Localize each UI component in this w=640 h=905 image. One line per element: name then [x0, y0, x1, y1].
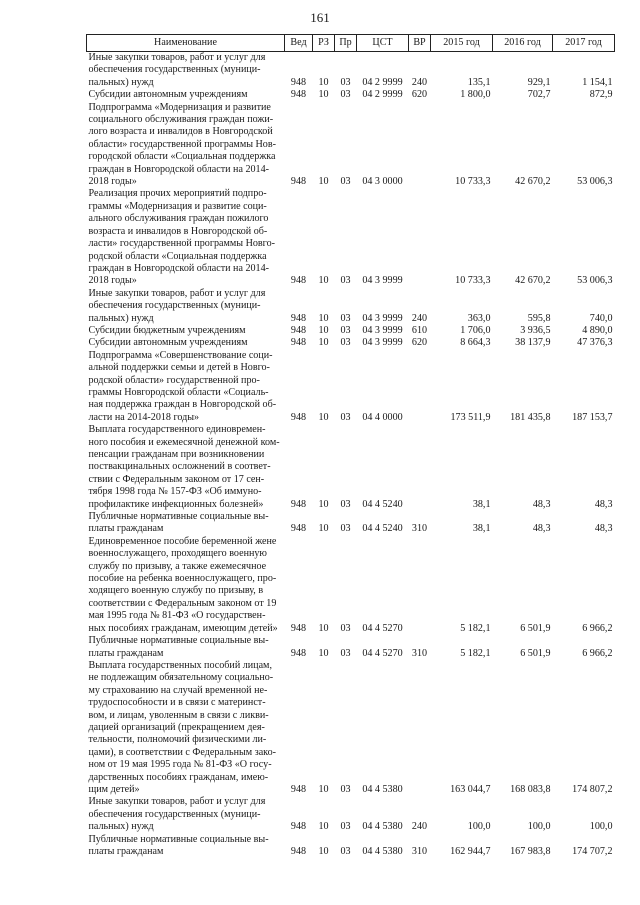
table-row [87, 660, 615, 796]
header-rz: РЗ [313, 35, 335, 52]
cell-name: Иные закупки товаров, работ и услуг для обеспечения государственных (муници-пальных) нужд [88, 796, 266, 833]
cell-pr: 03 [340, 76, 351, 88]
table-row [87, 288, 615, 325]
cell-value-2016: 168 083,8 [510, 783, 551, 795]
cell-rz: 10 [318, 324, 329, 336]
cell-value-2016: 3 936,5 [520, 324, 551, 336]
cell-rz: 10 [318, 498, 329, 510]
cell-value-2015: 173 511,9 [450, 411, 491, 423]
cell-value-2016: 595,8 [527, 312, 551, 324]
cell-ved: 948 [290, 411, 307, 423]
table-row [87, 350, 615, 424]
cell-ved: 948 [290, 498, 307, 510]
cell-value-2016: 181 435,8 [510, 411, 551, 423]
cell-value-2015: 135,1 [467, 76, 491, 88]
cell-rz: 10 [318, 312, 329, 324]
cell-vr: 620 [411, 89, 428, 101]
cell-cst: 04 2 9999 [362, 76, 403, 88]
cell-value-2017: 53 006,3 [577, 275, 613, 287]
cell-pr: 03 [340, 411, 351, 423]
cell-value-2015: 5 182,1 [460, 647, 491, 659]
cell-value-2017: 48,3 [594, 523, 613, 535]
cell-value-2015: 1 800,0 [460, 89, 491, 101]
cell-pr: 03 [340, 337, 351, 349]
cell-cst: 04 4 5380 [362, 783, 403, 795]
table-row [87, 89, 615, 101]
cell-name: Публичные нормативные социальные вы-платы гражданам [88, 511, 269, 535]
cell-cst: 04 3 9999 [362, 324, 403, 336]
cell-value-2017: 6 966,2 [582, 622, 613, 634]
cell-vr: 310 [411, 846, 428, 857]
cell-value-2015: 1 706,0 [460, 324, 491, 336]
table-row [87, 102, 615, 189]
cell-pr: 03 [340, 176, 351, 188]
table-row [87, 325, 615, 337]
cell-cst: 04 4 0000 [362, 411, 403, 423]
cell-rz: 10 [318, 275, 329, 287]
cell-value-2016: 48,3 [532, 498, 551, 510]
cell-pr: 03 [340, 89, 351, 101]
cell-rz: 10 [318, 89, 329, 101]
cell-cst: 04 4 5270 [362, 647, 403, 659]
cell-value-2017: 872,9 [589, 89, 613, 101]
table-row [87, 424, 615, 511]
cell-vr [409, 188, 431, 287]
cell-value-2017: 48,3 [594, 498, 613, 510]
cell-vr [409, 660, 431, 796]
cell-rz: 10 [318, 846, 329, 857]
cell-name: Субсидии автономным учреждениям [88, 89, 248, 101]
cell-rz: 10 [318, 337, 329, 349]
cell-pr: 03 [340, 523, 351, 535]
cell-ved: 948 [290, 89, 307, 101]
cell-name: Выплата государственных пособий лицам, не подлежащим обязательному социально-му страхованию на случай временной не-трудоспособности и в связи с материнст-вом, и лицам, уволенным в связи с ликви-дацией организаций (прекращением дея-тельности, полномочий физическими ли-цами), в соответствии с Федеральным зако-ном от 19 мая 1995 года № 81-ФЗ «О госу-дарственных пособиях гражданам, имею-щим детей» [88, 659, 276, 795]
cell-rz: 10 [318, 622, 329, 634]
cell-value-2016: 38 137,9 [515, 337, 551, 349]
cell-ved: 948 [290, 324, 307, 336]
cell-value-2016: 48,3 [532, 523, 551, 535]
cell-value-2017: 4 890,0 [582, 324, 613, 336]
cell-pr: 03 [340, 498, 351, 510]
cell-value-2017: 1 154,1 [582, 76, 613, 88]
cell-vr: 610 [411, 324, 428, 336]
cell-ved: 948 [290, 312, 307, 324]
cell-ved: 948 [290, 176, 307, 188]
header-vr: ВР [409, 35, 431, 52]
table-header-row [87, 35, 615, 52]
cell-value-2017: 187 153,7 [572, 411, 613, 423]
table-row [87, 796, 615, 833]
cell-ved: 948 [290, 275, 307, 287]
cell-value-2016: 929,1 [527, 76, 551, 88]
cell-value-2016: 6 501,9 [520, 647, 551, 659]
cell-vr [409, 350, 431, 424]
cell-name: Субсидии автономным учреждениям [88, 337, 248, 349]
page-number: 161 [310, 10, 330, 25]
cell-cst: 04 4 5380 [362, 821, 403, 833]
cell-name: Реализация прочих мероприятий подпро-граммы «Модернизация и развитие соци-ального обслуживания граждан пожилого возраста и инвалидов в Новгородской об-ласти» государственной программы Новго-родской области «Социальная поддержка граждан в Новгородской области на 2014-2018 годы» [88, 188, 275, 287]
cell-cst: 04 3 9999 [362, 275, 403, 287]
cell-vr: 620 [411, 337, 428, 349]
cell-vr: 240 [411, 312, 428, 324]
cell-ved: 948 [290, 846, 307, 857]
cell-value-2015: 363,0 [467, 312, 491, 324]
cell-ved: 948 [290, 821, 307, 833]
cell-value-2017: 100,0 [589, 821, 613, 833]
cell-vr: 240 [411, 76, 428, 88]
cell-name: Выплата государственного единовремен-ного пособия и ежемесячной денежной ком-пенсации гражданам при возникновении поствакцинальных осложнений в соответ-ствии с Федеральным законом от 17 сен-тября 1998 года № 157-ФЗ «Об иммуно-профилактике инфекционных болезней» [88, 424, 280, 510]
cell-vr: 310 [411, 523, 428, 535]
cell-name: Единовременное пособие беременной жене военнослужащего, проходящего военную службу по призыву, а также ежемесячное пособие на ребенка военнослужащего, про-ходящего военную службу по призыву, в соответствии с Федеральным законом от 19 мая 1995 года № 81-ФЗ «О государствен-ных пособиях гражданам, имеющим детей» [88, 535, 278, 634]
cell-ved: 948 [290, 783, 307, 795]
cell-pr: 03 [340, 647, 351, 659]
cell-vr [409, 424, 431, 511]
cell-value-2015: 5 182,1 [460, 622, 491, 634]
cell-value-2017: 6 966,2 [582, 647, 613, 659]
budget-table [86, 34, 615, 858]
cell-value-2016: 42 670,2 [515, 176, 551, 188]
cell-cst: 04 4 5270 [362, 622, 403, 634]
header-2016: 2016 год [493, 35, 553, 52]
header-2015: 2015 год [431, 35, 493, 52]
cell-cst: 04 4 5380 [362, 846, 403, 857]
cell-rz: 10 [318, 411, 329, 423]
cell-vr: 310 [411, 647, 428, 659]
table-row [87, 188, 615, 287]
table-row [87, 337, 615, 349]
cell-cst: 04 2 9999 [362, 89, 403, 101]
cell-value-2015: 100,0 [467, 821, 491, 833]
cell-cst: 04 3 0000 [362, 176, 403, 188]
cell-value-2017: 174 807,2 [572, 783, 613, 795]
cell-name: Публичные нормативные социальные вы-платы гражданам [88, 635, 269, 659]
cell-rz: 10 [318, 821, 329, 833]
cell-name: Иные закупки товаров, работ и услуг для обеспечения государственных (муници-пальных) нужд [88, 52, 266, 88]
cell-pr: 03 [340, 783, 351, 795]
cell-name: Иные закупки товаров, работ и услуг для обеспечения государственных (муници-пальных) нужд [88, 287, 266, 324]
cell-name: Подпрограмма «Модернизация и развитие социального обслуживания граждан пожи-лого возраста и инвалидов в Новгородской области» государственной программы Нов-городской области «Социальная поддержка граждан в Новгородской области на 2014-2018 годы» [88, 101, 276, 188]
table-row [87, 834, 615, 859]
cell-ved: 948 [290, 337, 307, 349]
cell-vr [409, 536, 431, 635]
cell-value-2017: 740,0 [589, 312, 613, 324]
cell-name: Публичные нормативные социальные вы-платы гражданам [88, 833, 269, 857]
cell-value-2015: 38,1 [472, 523, 491, 535]
cell-cst: 04 3 9999 [362, 312, 403, 324]
cell-vr: 240 [411, 821, 428, 833]
header-pr: Пр [335, 35, 357, 52]
cell-rz: 10 [318, 783, 329, 795]
table-row [87, 52, 615, 90]
cell-pr: 03 [340, 821, 351, 833]
cell-value-2017: 174 707,2 [572, 846, 613, 857]
cell-rz: 10 [318, 523, 329, 535]
cell-vr [409, 102, 431, 189]
cell-value-2015: 10 733,3 [455, 275, 491, 287]
header-2017: 2017 год [553, 35, 615, 52]
header-name: Наименование [87, 35, 285, 52]
table-row [87, 536, 615, 635]
cell-value-2015: 10 733,3 [455, 176, 491, 188]
cell-value-2016: 100,0 [527, 821, 551, 833]
header-cst: ЦСТ [357, 35, 409, 52]
cell-rz: 10 [318, 76, 329, 88]
cell-cst: 04 4 5240 [362, 498, 403, 510]
cell-value-2017: 47 376,3 [577, 337, 613, 349]
cell-ved: 948 [290, 523, 307, 535]
cell-pr: 03 [340, 275, 351, 287]
cell-cst: 04 3 9999 [362, 337, 403, 349]
cell-pr: 03 [340, 846, 351, 857]
cell-rz: 10 [318, 176, 329, 188]
cell-value-2015: 163 044,7 [450, 783, 491, 795]
table-row [87, 511, 615, 536]
table-row [87, 635, 615, 660]
cell-value-2015: 8 664,3 [460, 337, 491, 349]
cell-pr: 03 [340, 324, 351, 336]
cell-pr: 03 [340, 622, 351, 634]
cell-rz: 10 [318, 647, 329, 659]
cell-ved: 948 [290, 76, 307, 88]
header-ved: Вед [285, 35, 313, 52]
cell-value-2016: 6 501,9 [520, 622, 551, 634]
cell-value-2015: 162 944,7 [450, 846, 491, 857]
cell-pr: 03 [340, 312, 351, 324]
cell-value-2016: 702,7 [527, 89, 551, 101]
cell-ved: 948 [290, 647, 307, 659]
cell-value-2016: 42 670,2 [515, 275, 551, 287]
cell-name: Подпрограмма «Совершенствование соци-альной поддержки семьи и детей в Новго-родской области» государственной про-граммы Новгородской области «Социаль-ная поддержка граждан в Новгородской об-ласти на 2014-2018 годы» [88, 349, 277, 423]
cell-value-2017: 53 006,3 [577, 176, 613, 188]
cell-name: Субсидии бюджетным учреждениям [88, 324, 246, 336]
cell-value-2016: 167 983,8 [510, 846, 551, 857]
cell-ved: 948 [290, 622, 307, 634]
cell-value-2015: 38,1 [472, 498, 491, 510]
cell-cst: 04 4 5240 [362, 523, 403, 535]
